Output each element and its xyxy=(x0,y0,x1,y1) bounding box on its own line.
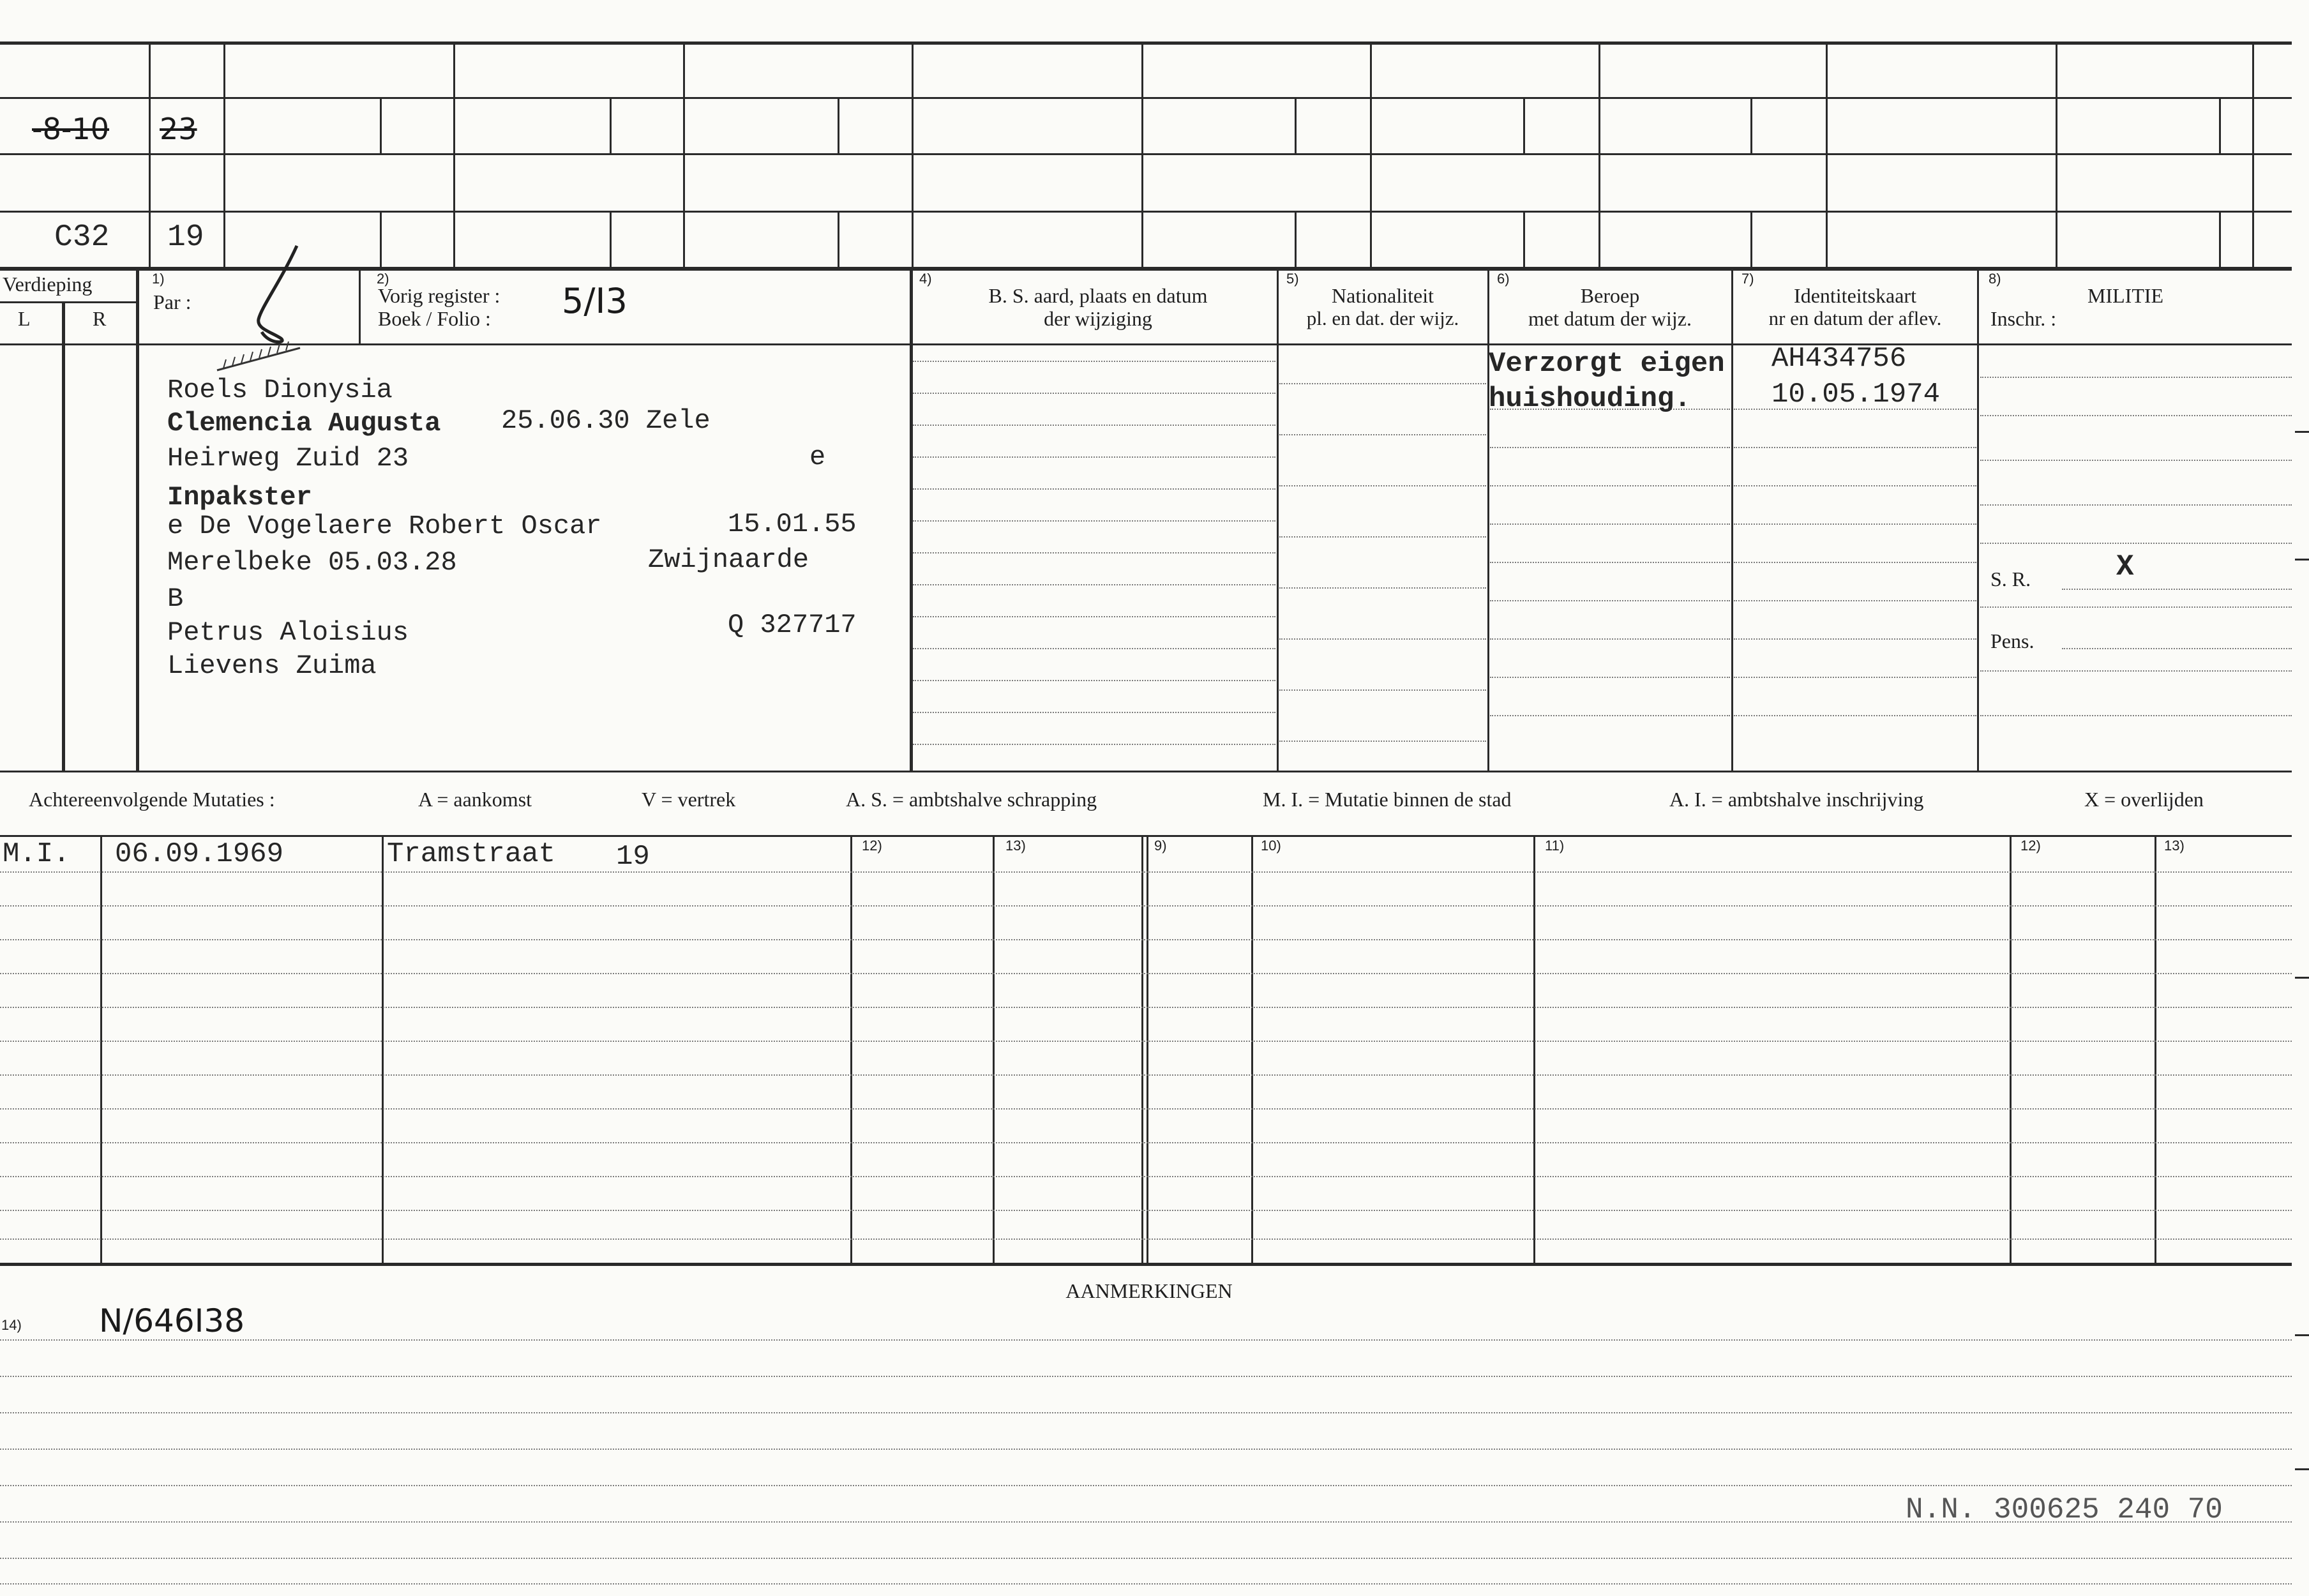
par-label: Par : xyxy=(153,290,192,313)
dotted-line xyxy=(913,488,1275,490)
e-mark: e xyxy=(809,442,826,472)
dotted-line xyxy=(913,425,1275,426)
dotted-line xyxy=(0,871,2292,873)
column-divider xyxy=(1977,267,1979,771)
dotted-line xyxy=(1980,504,2292,506)
dotted-line xyxy=(1734,485,1976,486)
marriage-place: Zwijnaarde xyxy=(648,545,809,575)
dotted-line xyxy=(913,648,1275,649)
column-divider xyxy=(382,835,384,1264)
dotted-line xyxy=(1490,562,1730,563)
dotted-line xyxy=(0,1583,2292,1585)
dotted-line xyxy=(913,456,1275,458)
dotted-line xyxy=(1279,485,1486,486)
grid-line xyxy=(2219,211,2221,267)
dotted-line xyxy=(1279,536,1486,538)
grid-line xyxy=(1141,41,1143,268)
dotted-line xyxy=(1980,670,2292,672)
bs-label-line1: B. S. aard, plaats en datum xyxy=(988,284,1208,307)
dotted-line xyxy=(913,712,1275,713)
person-name-line2: Clemencia Augusta xyxy=(167,408,441,439)
grid-line xyxy=(149,41,151,268)
signature-mark xyxy=(211,243,313,389)
dotted-line xyxy=(0,1558,2292,1559)
grid-line xyxy=(610,211,612,267)
legend-ambtshalve-schrapping: A. S. = ambtshalve schrapping xyxy=(846,788,1097,811)
grid-line xyxy=(2219,97,2221,153)
grid-line xyxy=(0,267,2292,271)
militie-num: 8) xyxy=(1989,271,2001,287)
top-grid-row2-col1: C32 xyxy=(54,220,110,255)
legend-vertrek: V = vertrek xyxy=(642,788,736,811)
address-line: Heirweg Zuid 23 xyxy=(167,443,409,474)
dotted-line xyxy=(0,1176,2292,1177)
grid-line xyxy=(1295,211,1297,267)
aanmerkingen-num: 14) xyxy=(1,1317,22,1333)
column-divider xyxy=(910,267,913,771)
dotted-line xyxy=(0,973,2292,974)
dotted-line xyxy=(1279,383,1486,384)
nat-label-line2: pl. en dat. der wijz. xyxy=(1306,307,1459,329)
edge-tick xyxy=(2295,559,2309,561)
mutation-address: Tramstraat xyxy=(387,838,556,870)
dotted-line xyxy=(0,1485,2292,1486)
dotted-line xyxy=(913,520,1275,522)
column-divider xyxy=(1147,835,1148,1264)
grid-line xyxy=(223,41,225,268)
identity-card-number: AH434756 xyxy=(1771,343,1907,375)
boek-folio-label: Boek / Folio : xyxy=(378,307,491,330)
top-grid-row1-col2: 23 xyxy=(160,112,197,146)
dotted-line xyxy=(913,361,1275,362)
dotted-line xyxy=(1734,523,1976,525)
col-num: 13) xyxy=(1005,838,1026,854)
grid-line xyxy=(1826,41,1828,268)
dotted-line xyxy=(1980,715,2292,716)
dotted-line xyxy=(1279,689,1486,691)
footer-code: N.N. 300625 240 70 xyxy=(1906,1493,2223,1526)
column-divider xyxy=(2155,835,2156,1264)
dotted-line xyxy=(1734,562,1976,563)
grid-line xyxy=(0,97,2292,99)
verdieping-line xyxy=(0,301,137,303)
dotted-line xyxy=(1490,447,1730,448)
pens-label: Pens. xyxy=(1990,629,2034,652)
dotted-line xyxy=(1734,638,1976,640)
grid-line xyxy=(838,97,839,153)
dotted-line xyxy=(0,1074,2292,1076)
grid-line xyxy=(1750,211,1752,267)
id-label-line2: nr en datum der aflev. xyxy=(1768,307,1942,329)
column-divider xyxy=(993,835,995,1264)
grid-line xyxy=(1523,211,1525,267)
grid-line xyxy=(453,41,455,268)
vorig-register-label: Vorig register : xyxy=(378,284,500,307)
mutaties-title: Achtereenvolgende Mutaties : xyxy=(29,788,275,811)
dotted-line xyxy=(0,1412,2292,1413)
col-num: 11) xyxy=(1545,838,1565,854)
l-label: L xyxy=(18,307,31,330)
col-num: 12) xyxy=(2020,838,2041,854)
col-num: 13) xyxy=(2164,838,2185,854)
grid-line xyxy=(838,211,839,267)
r-label: R xyxy=(93,307,107,330)
dotted-line xyxy=(1734,715,1976,716)
legend-aankomst: A = aankomst xyxy=(418,788,532,811)
dotted-line xyxy=(0,1238,2292,1240)
dotted-line xyxy=(0,1108,2292,1110)
mutation-date: 06.09.1969 xyxy=(115,838,284,870)
identity-card-date: 10.05.1974 xyxy=(1771,379,1941,410)
grid-line xyxy=(610,97,612,153)
grid-line xyxy=(380,97,382,153)
dotted-line xyxy=(0,1449,2292,1450)
father-name: Petrus Aloisius xyxy=(167,617,409,648)
beroep-value-line2: huishouding. xyxy=(1489,383,1691,415)
mutaties-top-line xyxy=(0,835,2292,837)
column-divider xyxy=(1487,267,1489,771)
dotted-line xyxy=(1980,606,2292,608)
occupation-line: Inpakster xyxy=(167,482,312,513)
dotted-line xyxy=(1279,741,1486,742)
column-divider xyxy=(1141,835,1143,1264)
dotted-line xyxy=(1279,434,1486,435)
dotted-line xyxy=(0,905,2292,907)
dotted-line xyxy=(1980,543,2292,544)
aanmerkingen-title: AANMERKINGEN xyxy=(1065,1279,1233,1302)
dotted-line xyxy=(0,939,2292,940)
grid-line xyxy=(912,41,914,268)
dotted-line xyxy=(1490,638,1730,640)
column-divider xyxy=(850,835,852,1264)
vorig-register-value: 5/I3 xyxy=(562,281,628,321)
grid-line xyxy=(2056,41,2057,268)
dotted-line xyxy=(1490,715,1730,716)
mother-name: Lievens Zuima xyxy=(167,651,377,681)
column-divider xyxy=(62,301,65,771)
dotted-line xyxy=(0,1041,2292,1042)
col-num: 10) xyxy=(1261,838,1281,854)
column-divider xyxy=(2010,835,2012,1264)
grid-line xyxy=(1295,97,1297,153)
legend-mutatie-binnen-stad: M. I. = Mutatie binnen de stad xyxy=(1263,788,1512,811)
grid-line xyxy=(683,41,685,268)
header-bottom-line xyxy=(0,343,2292,345)
dotted-line xyxy=(913,393,1275,394)
dotted-line xyxy=(913,584,1275,585)
column-divider xyxy=(1251,835,1253,1264)
col-num: 9) xyxy=(1154,838,1167,854)
dotted-line xyxy=(2062,648,2292,649)
top-grid-row1-col1: -8-10 xyxy=(32,112,109,146)
id-label-line1: Identiteitskaart xyxy=(1794,284,1916,307)
column-divider xyxy=(359,267,361,343)
dotted-line xyxy=(1490,600,1730,601)
top-grid-row2-col2: 19 xyxy=(167,220,204,255)
dotted-line xyxy=(0,1142,2292,1143)
dotted-line xyxy=(913,552,1275,553)
grid-line xyxy=(2252,41,2254,268)
dotted-line xyxy=(0,1210,2292,1211)
militie-label: MILITIE xyxy=(2087,284,2164,307)
inschr-label: Inschr. : xyxy=(1990,307,2057,330)
col-num: 12) xyxy=(862,838,882,854)
dotted-line xyxy=(1734,677,1976,678)
dotted-line xyxy=(913,680,1275,681)
legend-ambtshalve-inschrijving: A. I. = ambtshalve inschrijving xyxy=(1669,788,1924,811)
sr-label: S. R. xyxy=(1990,568,2031,591)
nat-num: 5) xyxy=(1286,271,1299,287)
dotted-line xyxy=(1734,447,1976,448)
edge-tick xyxy=(2295,431,2309,433)
sr-mark: X xyxy=(2116,550,2134,583)
bs-label-line2: der wijziging xyxy=(1044,307,1152,330)
edge-tick xyxy=(2295,1334,2309,1336)
dotted-line xyxy=(1490,677,1730,678)
mutaties-bottom-line xyxy=(0,1263,2292,1266)
dotted-line xyxy=(0,1339,2292,1341)
dotted-line xyxy=(1980,377,2292,378)
marriage-date: 15.01.55 xyxy=(728,509,857,539)
beroep-value-line1: Verzorgt eigen xyxy=(1489,348,1725,380)
column-divider xyxy=(100,835,102,1264)
par-num: 1) xyxy=(152,271,165,287)
aanmerkingen-value: N/646I38 xyxy=(99,1302,245,1339)
top-border xyxy=(0,41,2292,45)
dotted-line xyxy=(1490,485,1730,486)
dotted-line xyxy=(1980,460,2292,461)
id-num: 7) xyxy=(1741,271,1754,287)
dotted-line xyxy=(1490,523,1730,525)
edge-tick xyxy=(2295,1468,2309,1470)
dotted-line xyxy=(0,1376,2292,1377)
grid-line xyxy=(1750,97,1752,153)
body-bottom-line xyxy=(0,771,2292,772)
code-number: Q 327717 xyxy=(728,610,857,640)
grid-line xyxy=(1370,41,1372,268)
spouse-name: e De Vogelaere Robert Oscar xyxy=(167,511,602,541)
b-mark: B xyxy=(167,583,184,614)
mutation-house-number: 19 xyxy=(616,841,650,873)
person-name-line1: Roels Dionysia xyxy=(167,375,393,405)
beroep-label-line1: Beroep xyxy=(1580,284,1640,307)
column-divider xyxy=(136,267,139,771)
beroep-num: 6) xyxy=(1497,271,1510,287)
birth-date-place: 25.06.30 Zele xyxy=(501,405,711,436)
dotted-line xyxy=(913,616,1275,617)
mutation-type: M.I. xyxy=(3,838,70,870)
grid-line xyxy=(1523,97,1525,153)
vorig-num: 2) xyxy=(377,271,389,287)
nat-label-line1: Nationaliteit xyxy=(1332,284,1434,307)
dotted-line xyxy=(1279,638,1486,640)
legend-overlijden: X = overlijden xyxy=(2084,788,2204,811)
grid-line xyxy=(1598,41,1600,268)
beroep-label-line2: met datum der wijz. xyxy=(1528,307,1692,330)
dotted-line xyxy=(0,1007,2292,1008)
dotted-line xyxy=(913,744,1275,745)
column-divider xyxy=(1731,267,1733,771)
dotted-line xyxy=(1279,587,1486,589)
dotted-line xyxy=(1734,600,1976,601)
dotted-line xyxy=(1980,415,2292,416)
spouse-birth: Merelbeke 05.03.28 xyxy=(167,547,457,578)
dotted-line xyxy=(2062,589,2292,590)
column-divider xyxy=(1533,835,1535,1264)
grid-line xyxy=(0,153,2292,155)
verdieping-label: Verdieping xyxy=(3,273,93,296)
edge-tick xyxy=(2295,977,2309,979)
grid-line xyxy=(0,211,2292,213)
bs-num: 4) xyxy=(919,271,932,287)
grid-line xyxy=(380,211,382,267)
column-divider xyxy=(1277,267,1279,771)
